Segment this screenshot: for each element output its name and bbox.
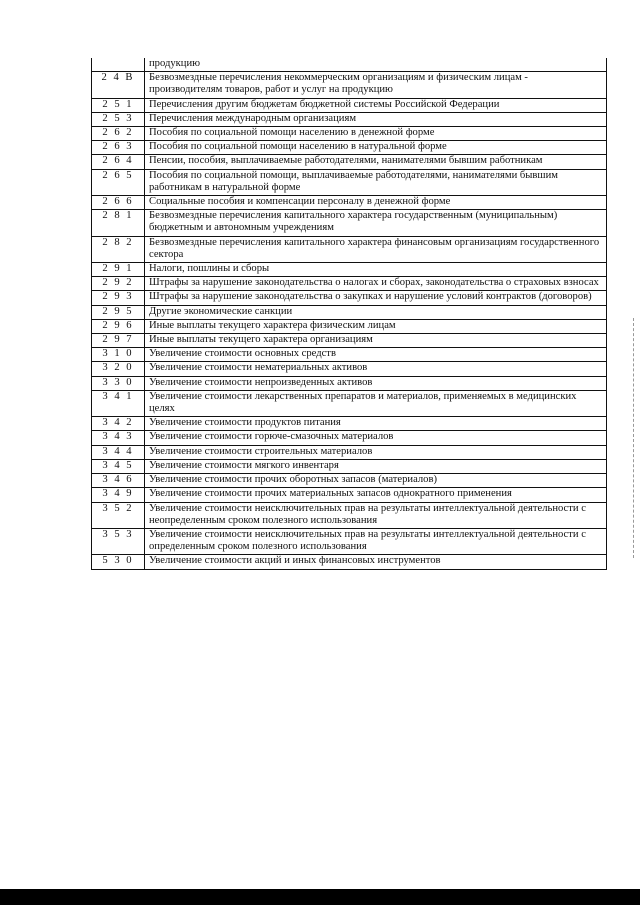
row-name: Пособия по социальной помощи населению в денежной форме — [145, 127, 607, 141]
row-code: 3 1 0 — [92, 348, 145, 362]
row-name: Увеличение стоимости акций и иных финансовых инструментов — [145, 555, 607, 569]
row-name: Перечисления международным организациям — [145, 112, 607, 126]
expense-codes-table — [91, 58, 607, 570]
scan-edge-mark — [633, 318, 634, 558]
table-row — [92, 263, 607, 277]
row-name: Налоги, пошлины и сборы — [145, 263, 607, 277]
table-row — [92, 417, 607, 431]
row-code: 3 4 3 — [92, 431, 145, 445]
row-name: Иные выплаты текущего характера организациям — [145, 334, 607, 348]
row-code — [92, 58, 145, 72]
row-code: 2 6 5 — [92, 169, 145, 195]
row-code: 3 4 9 — [92, 488, 145, 502]
row-code: 3 3 0 — [92, 376, 145, 390]
row-name: Увеличение стоимости горюче-смазочных материалов — [145, 431, 607, 445]
row-name: Штрафы за нарушение законодательства о закупках и нарушение условий контрактов (договоров) — [145, 291, 607, 305]
row-code: 2 6 2 — [92, 127, 145, 141]
row-name: Другие экономические санкции — [145, 305, 607, 319]
table-row — [92, 528, 607, 554]
table-row — [92, 127, 607, 141]
row-code: 2 8 1 — [92, 210, 145, 236]
row-code: 3 2 0 — [92, 362, 145, 376]
table-row — [92, 305, 607, 319]
row-code: 2 4 В — [92, 72, 145, 98]
row-name: Увеличение стоимости нематериальных активов — [145, 362, 607, 376]
row-code: 2 5 1 — [92, 98, 145, 112]
table-row — [92, 169, 607, 195]
row-name: Пособия по социальной помощи населению в натуральной форме — [145, 141, 607, 155]
row-code: 2 9 3 — [92, 291, 145, 305]
table-row — [92, 72, 607, 98]
row-code: 3 4 6 — [92, 474, 145, 488]
row-code: 3 4 5 — [92, 459, 145, 473]
table-row — [92, 112, 607, 126]
table-row — [92, 474, 607, 488]
row-name: продукцию — [145, 58, 607, 72]
table-row — [92, 196, 607, 210]
row-code: 2 6 3 — [92, 141, 145, 155]
row-code: 2 5 3 — [92, 112, 145, 126]
row-name: Перечисления другим бюджетам бюджетной системы Российской Федерации — [145, 98, 607, 112]
row-name: Пособия по социальной помощи, выплачиваемые работодателями, нанимателями бывшим работникам в натуральной форме — [145, 169, 607, 195]
table-row — [92, 210, 607, 236]
row-name: Увеличение стоимости строительных материалов — [145, 445, 607, 459]
table-row — [92, 376, 607, 390]
table-row — [92, 390, 607, 416]
row-name: Безвозмездные перечисления капитального характера государственным (муниципальным) бюджетным и автономным учреждениям — [145, 210, 607, 236]
table-row — [92, 277, 607, 291]
row-code: 2 9 1 — [92, 263, 145, 277]
table-row — [92, 334, 607, 348]
row-name: Увеличение стоимости неисключительных прав на результаты интеллектуальной деятельности с определенным сроком полезного использования — [145, 528, 607, 554]
row-code: 3 4 2 — [92, 417, 145, 431]
table-row — [92, 488, 607, 502]
table-row — [92, 291, 607, 305]
table-row — [92, 155, 607, 169]
row-name: Безвозмездные перечисления капитального характера финансовым организациям государственного сектора — [145, 236, 607, 262]
row-name: Увеличение стоимости лекарственных препаратов и материалов, применяемых в медицинских целях — [145, 390, 607, 416]
row-code: 2 6 4 — [92, 155, 145, 169]
table-row — [92, 445, 607, 459]
row-name: Увеличение стоимости основных средств — [145, 348, 607, 362]
row-name: Социальные пособия и компенсации персоналу в денежной форме — [145, 196, 607, 210]
row-name: Увеличение стоимости мягкого инвентаря — [145, 459, 607, 473]
row-name: Увеличение стоимости непроизведенных активов — [145, 376, 607, 390]
scan-bottom-border — [0, 889, 640, 905]
expense-codes-body — [92, 58, 607, 569]
table-row — [92, 348, 607, 362]
table-row — [92, 431, 607, 445]
row-name: Иные выплаты текущего характера физическим лицам — [145, 319, 607, 333]
row-code: 3 5 3 — [92, 528, 145, 554]
row-code: 2 6 6 — [92, 196, 145, 210]
row-name: Штрафы за нарушение законодательства о налогах и сборах, законодательства о страховых взносах — [145, 277, 607, 291]
table-row — [92, 58, 607, 72]
row-code: 3 4 4 — [92, 445, 145, 459]
table-row — [92, 459, 607, 473]
row-code: 2 9 7 — [92, 334, 145, 348]
row-name: Пенсии, пособия, выплачиваемые работодателями, нанимателями бывшим работникам — [145, 155, 607, 169]
table-row — [92, 555, 607, 569]
table-row — [92, 502, 607, 528]
row-code: 5 3 0 — [92, 555, 145, 569]
row-name: Увеличение стоимости прочих оборотных запасов (материалов) — [145, 474, 607, 488]
row-name: Безвозмездные перечисления некоммерческим организациям и физическим лицам - производителям товаров, работ и услуг на продукцию — [145, 72, 607, 98]
row-name: Увеличение стоимости продуктов питания — [145, 417, 607, 431]
row-name: Увеличение стоимости прочих материальных запасов однократного применения — [145, 488, 607, 502]
table-row — [92, 319, 607, 333]
table-row — [92, 98, 607, 112]
row-code: 2 9 5 — [92, 305, 145, 319]
table-row — [92, 362, 607, 376]
row-code: 2 8 2 — [92, 236, 145, 262]
row-code: 2 9 2 — [92, 277, 145, 291]
table-row — [92, 236, 607, 262]
row-name: Увеличение стоимости неисключительных прав на результаты интеллектуальной деятельности с неопределенным сроком полезного использования — [145, 502, 607, 528]
row-code: 3 5 2 — [92, 502, 145, 528]
row-code: 2 9 6 — [92, 319, 145, 333]
table-row — [92, 141, 607, 155]
row-code: 3 4 1 — [92, 390, 145, 416]
